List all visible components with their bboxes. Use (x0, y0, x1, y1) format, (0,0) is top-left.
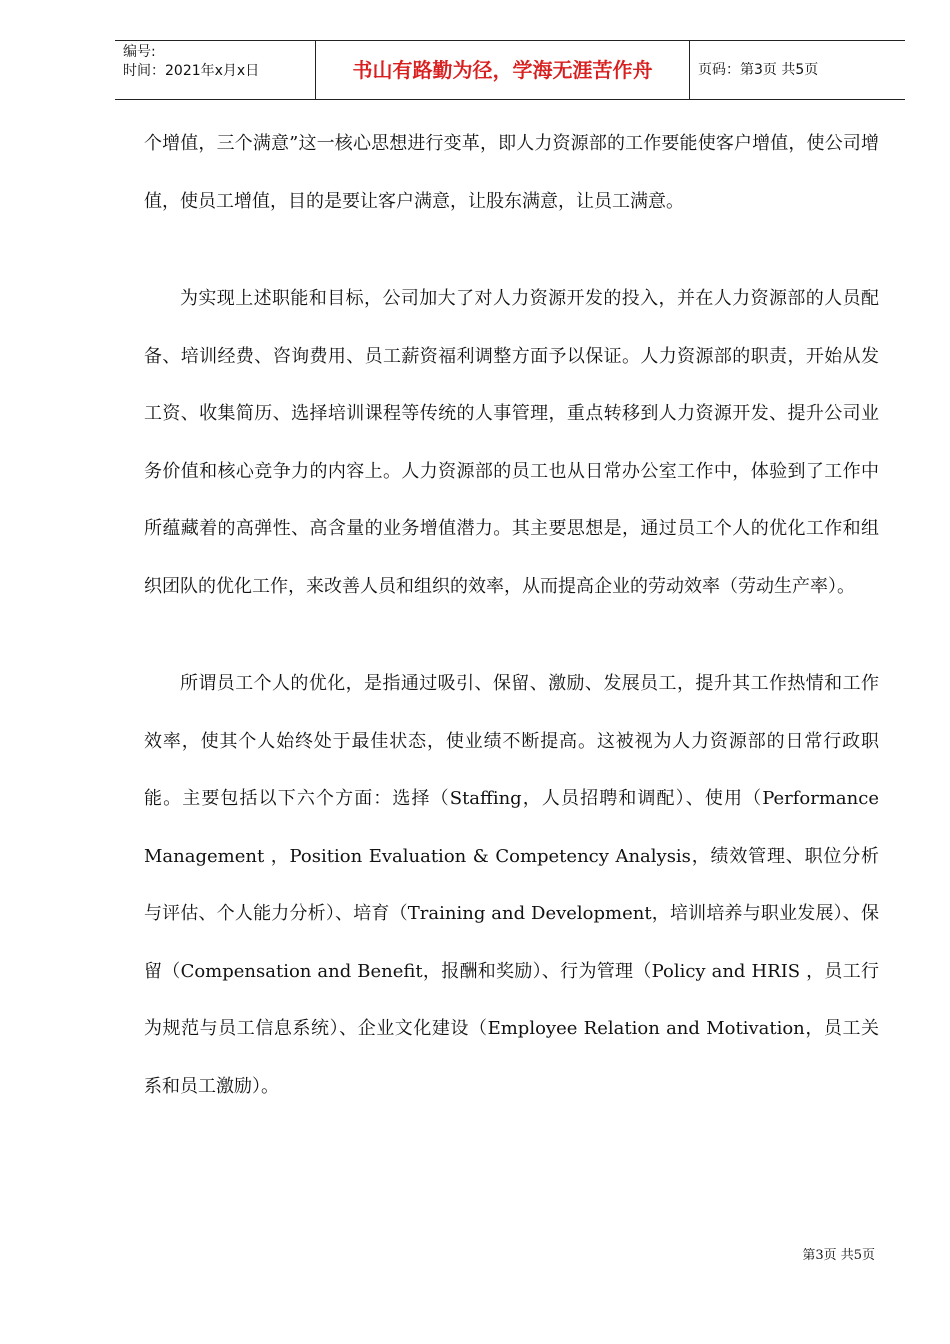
header-page-info: 页码：第3页 共5页 (698, 62, 819, 78)
time-label: 时间：2021年x月x日 (123, 63, 260, 79)
serial-label: 编号: (123, 44, 156, 60)
paragraph-employee-optimization: 所谓员工个人的优化，是指通过吸引、保留、激励、发展员工，提升其工作热情和工作效率，使其个人始终处于最佳状态，使业绩不断提高。这被视为人力资源部的日常行政职能。主要包括以下六个方面：选择（Staffing，人员招聘和调配）、使用（Performance Management ，Position Evaluation & Competency Analysis，绩效管理、职位分析与评估、个人能力分析）、培育（Training and Development，培训培养与职业发展）、保留（Compensation and Benefit，报酬和奖励）、行为管理（Policy and HRIS ，员工行为规范与员工信息系统）、企业文化建设（Employee Relation and Motivation，员工关系和员工激励）。 (144, 673, 879, 1097)
paragraph-hr-investment: 为实现上述职能和目标，公司加大了对人力资源开发的投入，并在人力资源部的人员配备、培训经费、咨询费用、员工薪资福利调整方面予以保证。人力资源部的职责，开始从发工资、收集简历、选择培训课程等传统的人事管理，重点转移到人力资源开发、提升公司业务价值和核心竞争力的内容上。人力资源部的员工也从日常办公室工作中，体验到了工作中所蕴藏着的高弹性、高含量的业务增值潜力。其主要思想是，通过员工个人的优化工作和组织团队的优化工作，来改善人员和组织的效率，从而提高企业的劳动效率（劳动生产率）。 (144, 288, 879, 597)
paragraph-continuation: 个增值，三个满意”这一核心思想进行变革，即人力资源部的工作要能使客户增值，使公司增值，使员工增值，目的是要让客户满意，让股东满意，让员工满意。 (144, 133, 879, 212)
document-body (144, 115, 879, 1115)
page-header (115, 40, 905, 100)
page-footer: 第3页 共5页 (802, 1248, 875, 1263)
header-motto: 书山有路勤为径，学海无涯苦作舟 (316, 41, 690, 99)
header-meta (115, 41, 316, 99)
